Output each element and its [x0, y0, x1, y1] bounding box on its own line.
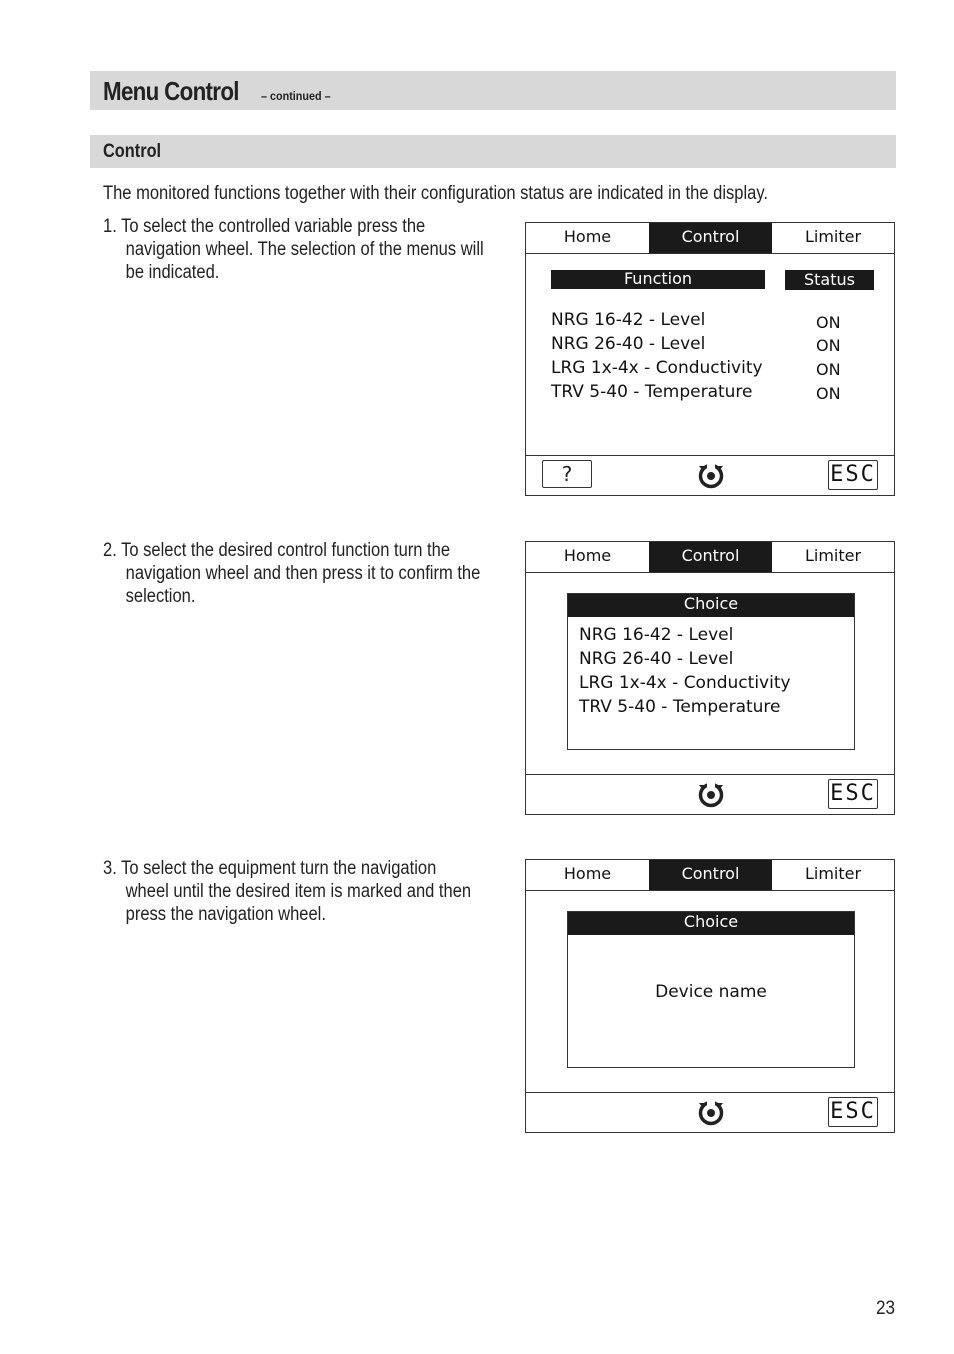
step-1-line-3: be indicated.: [125, 262, 220, 283]
function-row-3: LRG 1x-4x - Conductivity: [551, 358, 763, 378]
status-row-2: ON: [816, 336, 841, 355]
panel-footer: [526, 1092, 894, 1133]
navigation-wheel-icon[interactable]: [696, 1097, 726, 1127]
step-3: [103, 857, 471, 926]
page-number: 23: [876, 1298, 896, 1319]
section-title: Control: [103, 141, 162, 162]
choice-header: Choice: [568, 594, 854, 617]
device-name-item[interactable]: Device name: [655, 982, 767, 1002]
function-row-2: NRG 26-40 - Level: [551, 334, 706, 354]
choice-item-2[interactable]: NRG 26-40 - Level: [579, 649, 734, 669]
esc-button[interactable]: [828, 779, 878, 809]
display-panel-choice-functions: [525, 541, 895, 815]
esc-label: ESC: [830, 781, 876, 806]
tab-limiter[interactable]: Limiter: [804, 546, 862, 565]
section-header: [90, 135, 896, 168]
panel-footer: [526, 774, 894, 815]
navigation-wheel-icon[interactable]: [696, 779, 726, 809]
tab-bar: [526, 860, 894, 891]
navigation-wheel-icon[interactable]: [696, 460, 726, 490]
page-subtitle: – continued –: [261, 89, 331, 103]
page-header: [90, 71, 896, 110]
intro-text: The monitored functions together with their configuration status are indicated in the display.: [103, 183, 768, 204]
panel-footer: [526, 455, 894, 496]
status-header: Status: [785, 270, 874, 290]
choice-header: Choice: [568, 912, 854, 935]
function-row-4: TRV 5-40 - Temperature: [551, 382, 753, 402]
tab-bar: [526, 223, 894, 254]
status-row-3: ON: [816, 360, 841, 379]
choice-list: [567, 593, 855, 750]
choice-item-1[interactable]: NRG 16-42 - Level: [579, 625, 734, 645]
esc-label: ESC: [830, 1099, 876, 1124]
display-panel-choice-device: [525, 859, 895, 1133]
choice-item-4[interactable]: TRV 5-40 - Temperature: [579, 697, 781, 717]
choice-item-3[interactable]: LRG 1x-4x - Conductivity: [579, 673, 791, 693]
display-panel-status: [525, 222, 895, 496]
step-1-line-1: 1. To select the controlled variable press the: [103, 216, 426, 237]
function-row-1: NRG 16-42 - Level: [551, 310, 706, 330]
tab-limiter[interactable]: Limiter: [804, 227, 862, 246]
help-button[interactable]: ?: [542, 460, 592, 488]
step-2-line-2: navigation wheel and then press it to confirm the: [125, 563, 481, 584]
choice-list: [567, 911, 855, 1068]
tab-control[interactable]: Control: [649, 542, 772, 572]
status-row-1: ON: [816, 313, 841, 332]
tab-limiter[interactable]: Limiter: [804, 864, 862, 883]
step-2-line-3: selection.: [125, 586, 196, 607]
tab-bar: [526, 542, 894, 573]
tab-home[interactable]: Home: [563, 864, 612, 883]
page-title: Menu Control: [103, 76, 239, 106]
function-header: Function: [551, 270, 765, 289]
esc-label: ESC: [830, 462, 876, 487]
step-1-line-2: navigation wheel. The selection of the menus will: [125, 239, 484, 260]
step-3-line-3: press the navigation wheel.: [125, 904, 326, 925]
tab-control[interactable]: Control: [649, 860, 772, 890]
step-2: [103, 539, 480, 608]
step-3-line-1: 3. To select the equipment turn the navigation: [103, 858, 437, 879]
tab-control[interactable]: Control: [649, 223, 772, 253]
esc-button[interactable]: [828, 460, 878, 490]
status-row-4: ON: [816, 384, 841, 403]
tab-home[interactable]: Home: [563, 546, 612, 565]
step-3-line-2: wheel until the desired item is marked and then: [125, 881, 472, 902]
esc-button[interactable]: [828, 1097, 878, 1127]
tab-home[interactable]: Home: [563, 227, 612, 246]
step-1: [103, 215, 484, 284]
step-2-line-1: 2. To select the desired control function turn the: [103, 540, 451, 561]
